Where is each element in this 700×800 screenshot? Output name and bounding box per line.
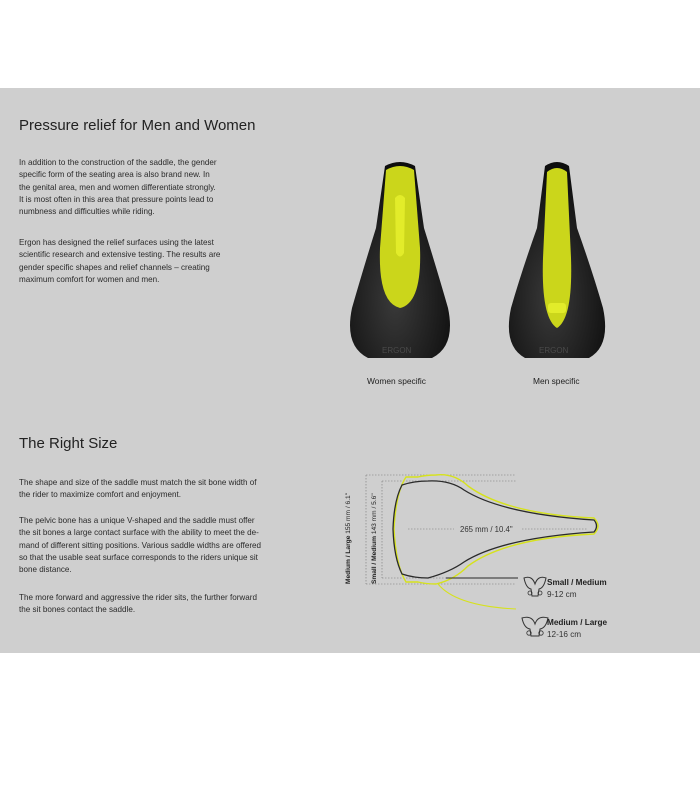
pressure-relief-paragraph-2: Ergon has designed the relief surfaces using the latest scientific research and extensive testing. The results are gender specific shapes and relief channels – creating maximum comfort for women and men. bbox=[19, 238, 221, 284]
women-saddle-brand: ERGON bbox=[382, 346, 412, 355]
size-small-medium-range: 9-12 cm bbox=[547, 590, 577, 599]
right-size-paragraph-3: The more forward and aggressive the rider sits, the further forward the sit bones contact the saddle. bbox=[19, 593, 257, 615]
right-size-paragraph-1: The shape and size of the saddle must match the sit bone width of the rider to maximize comfort and enjoyment. bbox=[19, 478, 257, 500]
men-saddle-brand: ERGON bbox=[539, 346, 569, 355]
medium-large-width-label: Medium / Large 155 mm / 6.1" bbox=[345, 492, 352, 584]
size-small-medium-title: Small / Medium bbox=[547, 578, 607, 587]
women-specific-caption: Women specific bbox=[367, 376, 426, 386]
small-medium-width-label: Small / Medium 143 mm / 5.6" bbox=[371, 493, 378, 584]
length-label: 265 mm / 10.4" bbox=[460, 525, 513, 534]
men-saddle-image bbox=[497, 158, 617, 368]
men-specific-caption: Men specific bbox=[533, 376, 580, 386]
right-size-paragraph-2: The pelvic bone has a unique V-shaped and the saddle must offer the sit bones a large contact surface with the ability to meet the de- mand of different sitting positions. Various saddle widths are offered so that the usable seat surface corresponds to the riders unique sit bone distance. bbox=[19, 516, 262, 575]
section-title-right-size: The Right Size bbox=[19, 435, 118, 452]
size-medium-large-title: Medium / Large bbox=[547, 618, 608, 627]
women-saddle-image bbox=[340, 158, 460, 368]
pelvis-icon-medium-large bbox=[522, 617, 548, 636]
size-medium-large-range: 12-16 cm bbox=[547, 630, 582, 639]
pressure-relief-paragraph-1: In addition to the construction of the saddle, the gender specific form of the seating area is also brand new. In the genital area, men and women differentiate strongly. It is most often in this area that pressure points lead to numbness and difficulties while riding. bbox=[19, 158, 217, 217]
pelvis-icon-small-medium bbox=[524, 577, 546, 596]
section-title-pressure-relief: Pressure relief for Men and Women bbox=[19, 117, 256, 134]
